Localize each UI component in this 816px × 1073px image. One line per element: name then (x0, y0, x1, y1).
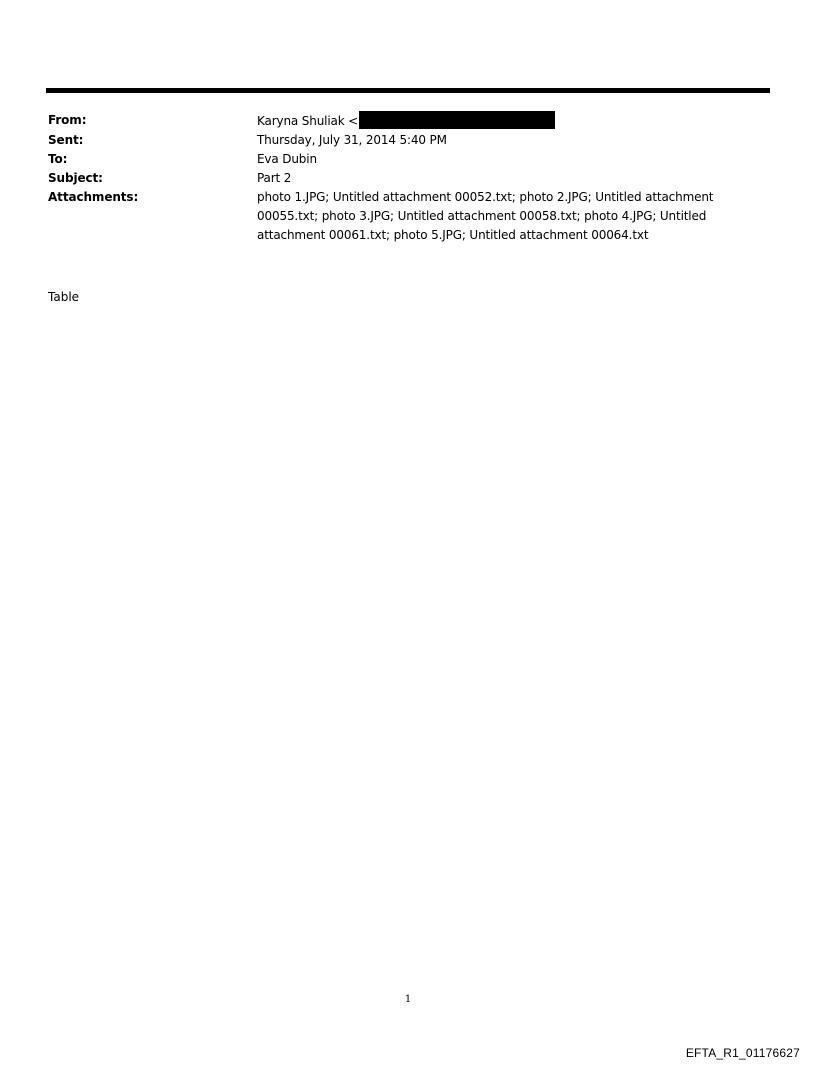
sent-row (48, 131, 748, 150)
bates-number: EFTA_R1_01176627 (685, 1046, 800, 1060)
redaction-box (359, 111, 555, 129)
from-value (257, 111, 748, 131)
subject-label: Subject: (48, 171, 103, 185)
attachments-label: Attachments: (48, 190, 139, 204)
subject-row (48, 169, 748, 188)
attachments-value: photo 1.JPG; Untitled attachment 00052.txt; photo 2.JPG; Untitled attachment 00055.txt; photo 3.JPG; Untitled attachment 00058.txt; photo 4.JPG; Untitled attachment 00061.txt; photo 5.JPG; Untitled attachment 00064.txt (257, 190, 714, 242)
to-row (48, 150, 748, 169)
to-label: To: (48, 152, 68, 166)
from-label: From: (48, 113, 87, 127)
header-rule (46, 88, 770, 93)
email-body: Table (48, 290, 80, 304)
page-number: 1 (404, 994, 412, 1005)
subject-value: Part 2 (257, 171, 292, 185)
email-header (48, 111, 748, 245)
from-row (48, 111, 748, 131)
from-text: Karyna Shuliak < (257, 114, 359, 128)
attachments-row (48, 188, 748, 245)
to-value: Eva Dubin (257, 152, 317, 166)
sent-value: Thursday, July 31, 2014 5:40 PM (257, 133, 447, 147)
sent-label: Sent: (48, 133, 84, 147)
